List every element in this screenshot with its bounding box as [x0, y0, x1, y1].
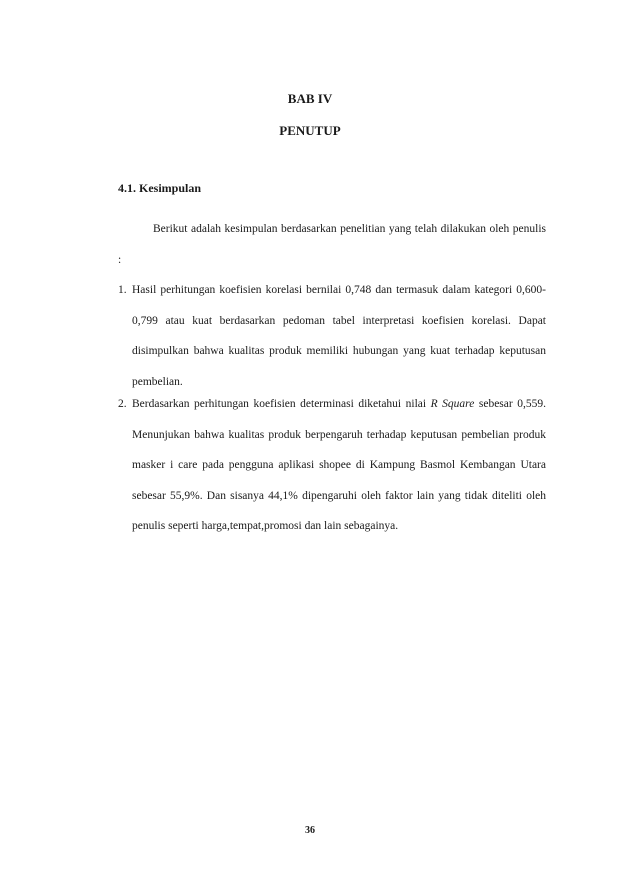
conclusion-text-part: Berdasarkan perhitungan koefisien determinasi diketahui nilai — [132, 398, 431, 410]
conclusion-item — [118, 389, 546, 542]
conclusion-text: Hasil perhitungan koefisien korelasi bernilai 0,748 dan termasuk dalam kategori 0,600-0,799 atau kuat berdasarkan pedoman tabel interpretasi koefisien korelasi. Dapat disimpulkan bahwa kualitas produk memiliki hubungan yang kuat terhadap keputusan pembelian. — [132, 284, 546, 388]
conclusion-text — [132, 389, 546, 542]
conclusion-text-part: sebesar 0,559. Menunjukan bahwa kualitas produk berpengaruh terhadap keputusan pembelian produk masker i care pada pengguna aplikasi shopee di Kampung Basmol Kembangan Utara sebesar 55,9%. Dan sisanya 44,1% dipengaruhi oleh faktor lain yang tidak diteliti oleh penulis seperti harga,tempat,promosi dan lain sebagainya. — [132, 398, 546, 532]
emphasis-term: R Square — [430, 398, 475, 410]
list-number: 1. — [118, 284, 127, 296]
list-number: 2. — [118, 398, 127, 410]
chapter-number: BAB IV — [287, 91, 333, 106]
chapter-title: PENUTUP — [279, 123, 341, 138]
section-heading: 4.1. Kesimpulan — [118, 181, 202, 195]
page-number: 36 — [305, 825, 315, 836]
intro-paragraph: Berikut adalah kesimpulan berdasarkan penelitian yang telah dilakukan oleh penulis : — [118, 223, 546, 266]
conclusion-item — [118, 275, 546, 397]
